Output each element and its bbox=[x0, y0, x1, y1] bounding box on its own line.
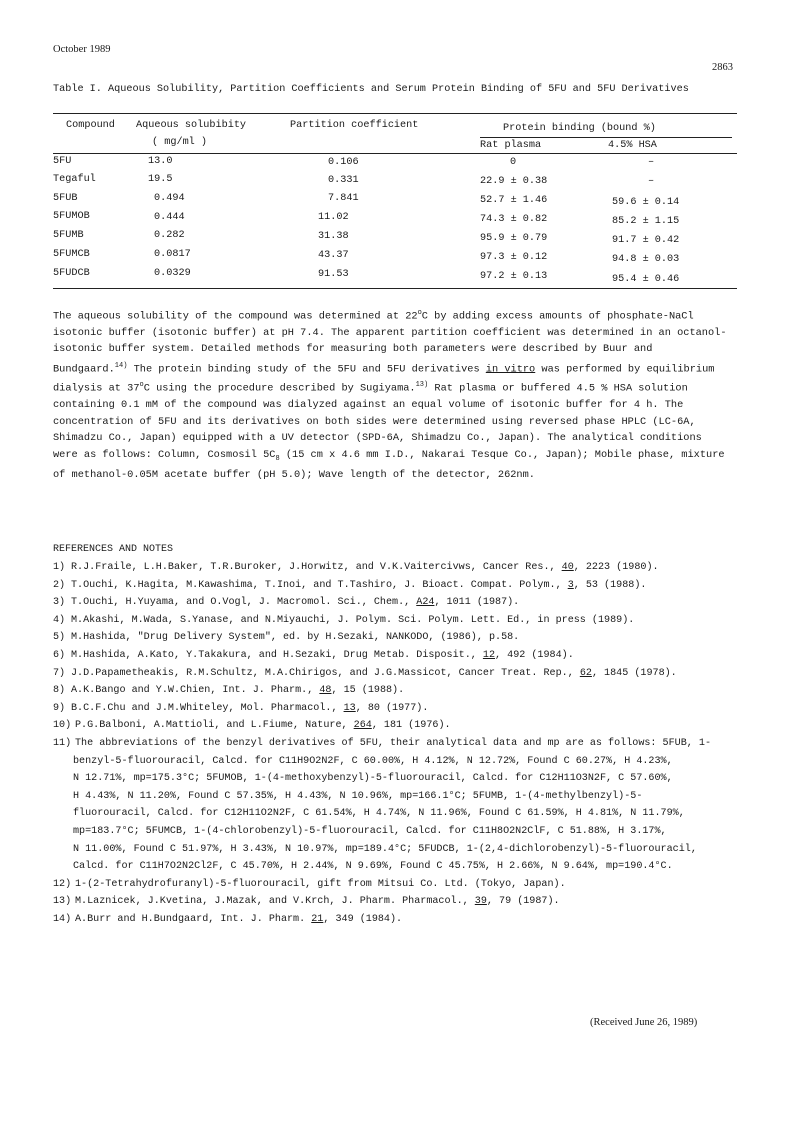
cell-solubility: 0.0817 bbox=[154, 249, 191, 260]
cell-solubility: 0.494 bbox=[154, 193, 185, 204]
cell-hsa: 95.4 ± 0.46 bbox=[612, 274, 680, 285]
cell-solubility: 19.5 bbox=[148, 174, 173, 185]
table-header-rule bbox=[53, 153, 737, 154]
cell-partition: 7.841 bbox=[328, 193, 359, 204]
header-rat-plasma: Rat plasma bbox=[480, 140, 542, 151]
reference-item: 6) M.Hashida, A.Kato, Y.Takakura, and H.Sezaki, Drug Metab. Disposit., 12, 492 (1984). bbox=[53, 649, 574, 661]
cell-hsa: 91.7 ± 0.42 bbox=[612, 235, 680, 246]
cell-hsa: – bbox=[648, 176, 655, 187]
paragraph-line: isotonic buffer system. Detailed methods for measuring both parameters were described by Buur and bbox=[53, 343, 653, 356]
received-date: (Received June 26, 1989) bbox=[590, 1017, 698, 1028]
cell-rat-plasma: 52.7 ± 1.46 bbox=[480, 195, 548, 206]
cell-solubility: 0.282 bbox=[154, 230, 185, 241]
reference-item: 5) M.Hashida, "Drug Delivery System", ed. by H.Sezaki, NANKODO, (1986), p.58. bbox=[53, 632, 520, 644]
cell-rat-plasma: 0 bbox=[510, 157, 517, 168]
header-compound: Compound bbox=[66, 120, 115, 131]
table-caption: Table I. Aqueous Solubility, Partition Coefficients and Serum Protein Binding of 5FU and 5FU Derivatives bbox=[53, 84, 689, 95]
reference-item: 11) The abbreviations of the benzyl derivatives of 5FU, their analytical data and mp are as follows: 5FUB, 1- benzyl-5-fluorouracil, Calcd. for C11H9O2N2F, C 60.00%, H 4.12%, N 12.72%, Found C 60.27%, H 4.23%, N 12.71%, mp=175.3°C; 5FUMOB, 1-(4-methoxybenzyl)-5-fluorouracil, Calcd. for C12H11O3N2F, C 57.60%, H 4.43%, N 11.20%, Found C 57.35%, H 4.43%, N 10.96%, mp=166.1°C; 5FUMB, 1-(4-methylbenzyl)-5- fluorouracil, Calcd. for C12H11O2N2F, C 61.54%, H 4.74%, N 11.96%, Found C 61.59%, H 4.81%, N 11.79%, mp=183.7°C; 5FUMCB, 1-(4-chlorobenzyl)-5-fluorouracil, Calcd. for C11H8O2N2ClF, C 51.88%, H 3.17%, N 11.00%, Found C 51.97%, H 3.43%, N 10.97%, mp=189.4°C; 5FUDCB, 1-(2,4-dichlorobenzyl)-5-fluorouracil, Calcd. for C11H7O2N2Cl2F, C 45.70%, H 2.44%, N 9.69%, Found C 45.75%, H 2.66%, N 9.64%, mp=190.4°C. bbox=[53, 737, 712, 873]
cell-partition: 0.331 bbox=[328, 175, 359, 186]
reference-item: 13) M.Laznicek, J.Kvetina, J.Mazak, and V.Krch, J. Pharm. Pharmacol., 39, 79 (1987). bbox=[53, 896, 560, 908]
cell-partition: 43.37 bbox=[318, 250, 349, 261]
cell-rat-plasma: 95.9 ± 0.79 bbox=[480, 233, 548, 244]
cell-partition: 11.02 bbox=[318, 212, 349, 223]
references-heading: REFERENCES AND NOTES bbox=[53, 544, 174, 555]
cell-compound: 5FUDCB bbox=[53, 268, 90, 279]
reference-item: 10) P.G.Balboni, A.Mattioli, and L.Fiume, Nature, 264, 181 (1976). bbox=[53, 720, 451, 732]
methods-paragraph bbox=[53, 305, 737, 483]
paragraph-line: Shimadzu Co., Japan) equipped with a UV detector (SPD-6A, Shimadzu Co., Japan). The analytical conditions bbox=[53, 432, 702, 445]
paragraph-line: dialysis at 37$^o$C using the procedure described by Sugiyama.$^{13)}$ Rat plasma or buffered 4.5 % HSA solution bbox=[53, 381, 688, 395]
paragraph-line: containing 0.1 mM of the compound was dialyzed against an equal volume of isotonic buffer for 4 h. The bbox=[53, 399, 684, 412]
cell-rat-plasma: 22.9 ± 0.38 bbox=[480, 176, 548, 187]
reference-item: 9) B.C.F.Chu and J.M.Whiteley, Mol. Pharmacol., 13, 80 (1977). bbox=[53, 702, 429, 714]
cell-rat-plasma: 97.3 ± 0.12 bbox=[480, 252, 548, 263]
cell-partition: 0.106 bbox=[328, 157, 359, 168]
paragraph-line: isotonic buffer (isotonic buffer) at pH 7.4. The apparent partition coefficient was determined in an octanol- bbox=[53, 326, 727, 339]
protein-binding-underline bbox=[480, 137, 732, 138]
cell-hsa: – bbox=[648, 157, 655, 168]
cell-compound: 5FUMOB bbox=[53, 211, 90, 222]
cell-rat-plasma: 74.3 ± 0.82 bbox=[480, 214, 548, 225]
cell-solubility: 13.0 bbox=[148, 156, 173, 167]
reference-item: 4) M.Akashi, M.Wada, S.Yanase, and N.Miyauchi, J. Polym. Sci. Polym. Lett. Ed., in press (1989). bbox=[53, 614, 635, 626]
header-solubility: Aqueous solubibity bbox=[136, 120, 247, 131]
table-bottom-rule bbox=[53, 288, 737, 289]
header-protein-binding: Protein binding (bound %) bbox=[503, 123, 656, 134]
reference-item: 8) A.K.Bango and Y.W.Chien, Int. J. Pharm., 48, 15 (1988). bbox=[53, 685, 405, 697]
cell-hsa: 59.6 ± 0.14 bbox=[612, 197, 680, 208]
cell-partition: 91.53 bbox=[318, 269, 349, 280]
cell-solubility: 0.0329 bbox=[154, 268, 191, 279]
reference-item: 7) J.D.Papametheakis, R.M.Schultz, M.A.Chirigos, and J.G.Massicot, Cancer Treat. Rep., 62, 1845 (1978). bbox=[53, 667, 677, 679]
header-solubility-unit: ( mg/ml ) bbox=[152, 137, 208, 148]
reference-item: 1) R.J.Fraile, L.H.Baker, T.R.Buroker, J.Horwitz, and V.K.Vaitercivws, Cancer Res., 40, 2223 (1980). bbox=[53, 562, 659, 573]
paragraph-line: Bundgaard.$^{14)}$ The protein binding study of the 5FU and 5FU derivatives in vitro was performed by equilibrium bbox=[53, 361, 715, 376]
paragraph-line: were as follows: Column, Cosmosil $5C_8$ (15 cm x 4.6 mm I.D., Nakarai Tesque Co., Japan); Mobile phase, mixture bbox=[53, 448, 725, 463]
cell-compound: Tegaful bbox=[53, 174, 96, 185]
cell-partition: 31.38 bbox=[318, 231, 349, 242]
reference-item: 3) T.Ouchi, H.Yuyama, and O.Vogl, J. Macromol. Sci., Chem., A24, 1011 (1987). bbox=[53, 597, 520, 609]
reference-item: 2) T.Ouchi, K.Hagita, M.Kawashima, T.Inoi, and T.Tashiro, J. Bioact. Compat. Polym., 3, 53 (1988). bbox=[53, 579, 647, 591]
cell-rat-plasma: 97.2 ± 0.13 bbox=[480, 271, 548, 282]
header-hsa: 4.5% HSA bbox=[608, 140, 657, 151]
page-number: 2863 bbox=[712, 62, 733, 73]
cell-compound: 5FUMB bbox=[53, 230, 84, 241]
reference-item: 12) 1-(2-Tetrahydrofuranyl)-5-fluorouracil, gift from Mitsui Co. Ltd. (Tokyo, Japan). bbox=[53, 878, 566, 890]
reference-item: 14) A.Burr and H.Bundgaard, Int. J. Pharm. 21, 349 (1984). bbox=[53, 913, 403, 925]
header-partition: Partition coefficient bbox=[290, 120, 419, 131]
paragraph-line: The aqueous solubility of the compound was determined at 22$^o$C by adding excess amounts of phosphate-NaCl bbox=[53, 309, 694, 323]
cell-hsa: 85.2 ± 1.15 bbox=[612, 216, 680, 227]
paragraph-line: of methanol-0.05M acetate buffer (pH 5.0); Wave length of the detector, 262nm. bbox=[53, 468, 535, 481]
page-date-header: October 1989 bbox=[53, 44, 111, 55]
cell-compound: 5FU bbox=[53, 156, 72, 167]
references-list bbox=[53, 559, 743, 928]
paragraph-line: concentration of 5FU and its derivatives on both sides were determined using reversed phase HPLC (LC-6A, bbox=[53, 415, 696, 428]
cell-compound: 5FUB bbox=[53, 193, 78, 204]
cell-solubility: 0.444 bbox=[154, 212, 185, 223]
cell-compound: 5FUMCB bbox=[53, 249, 90, 260]
cell-hsa: 94.8 ± 0.03 bbox=[612, 254, 680, 265]
table-top-rule bbox=[53, 113, 737, 114]
